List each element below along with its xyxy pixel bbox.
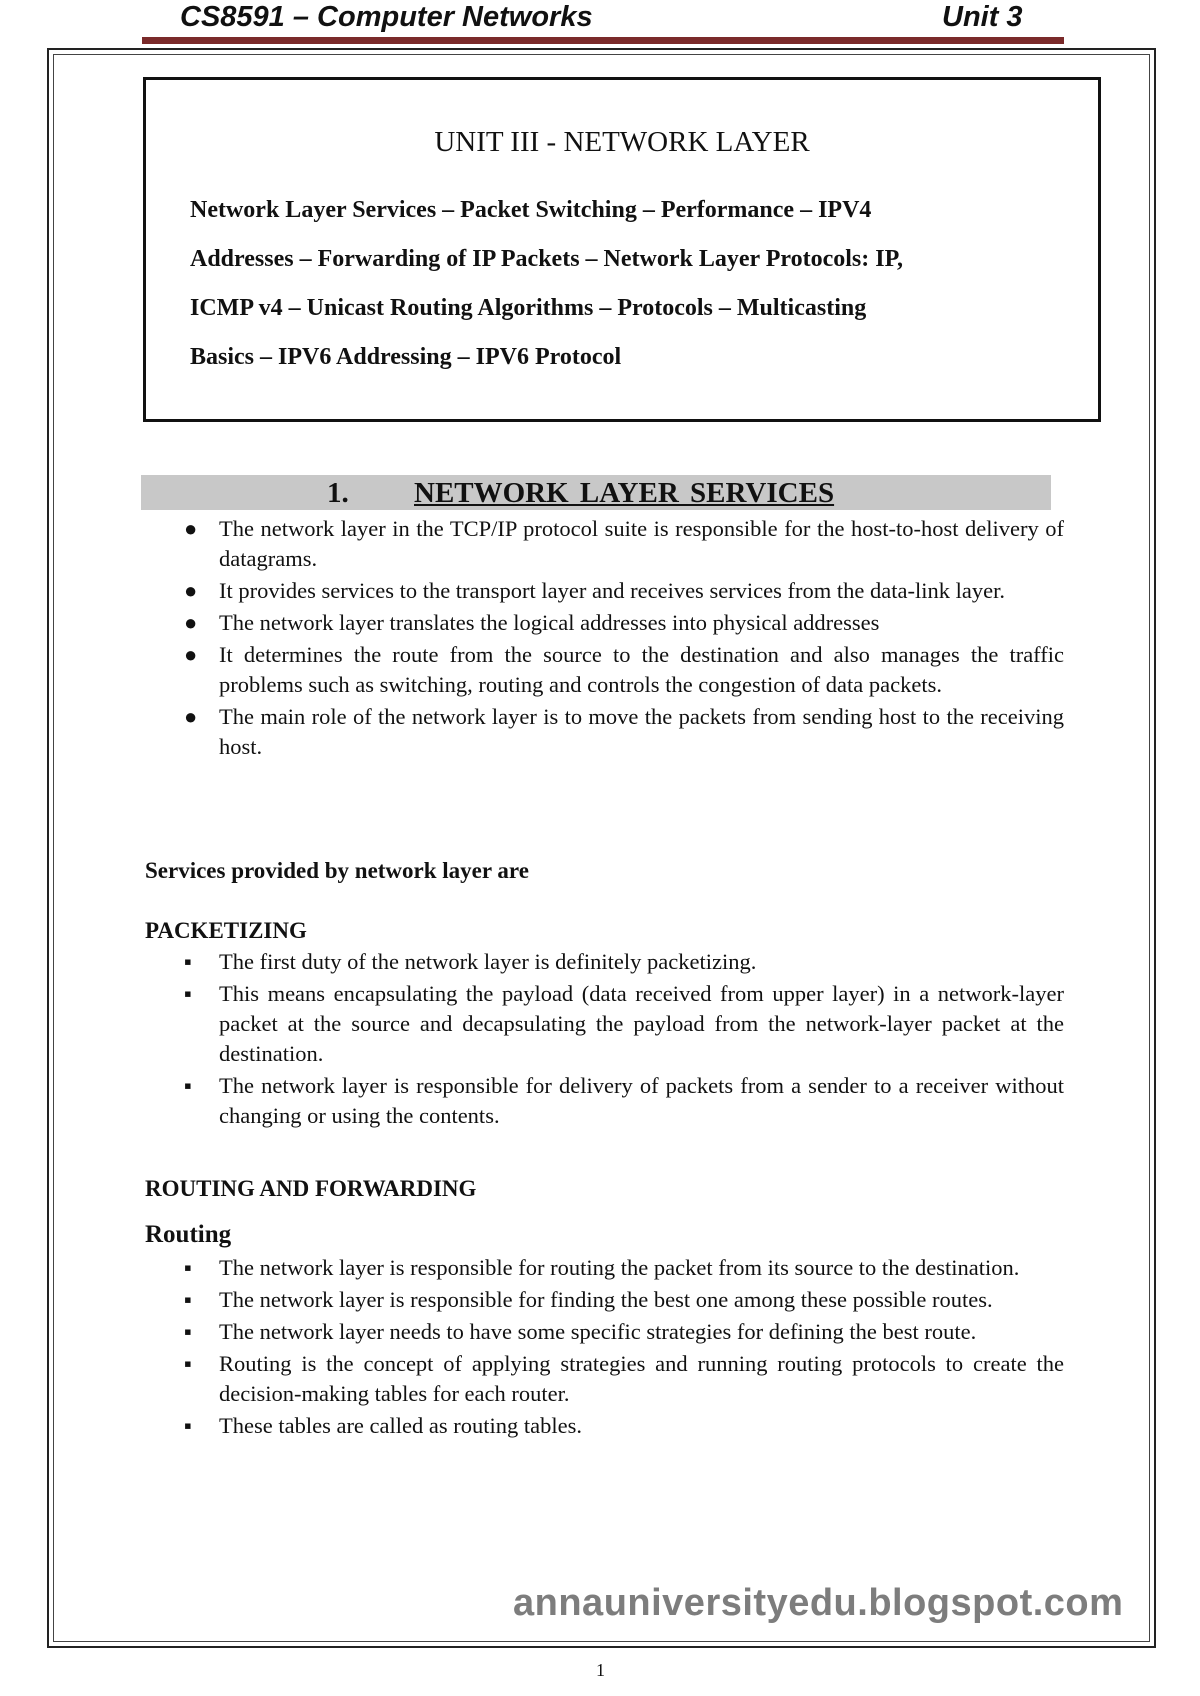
- page-number: 1: [596, 1660, 605, 1680]
- list-item: ● It provides services to the transport layer and receives services from the data-link layer.: [184, 576, 1064, 606]
- list-item: ● It determines the route from the source to the destination and also manages the traffic problems such as switching, routing and controls the congestion of data packets.: [184, 642, 1064, 697]
- bullet-dot-icon: ●: [184, 578, 198, 603]
- bullet-square-icon: ▪: [184, 1413, 192, 1438]
- bullet-square-icon: ▪: [184, 1255, 192, 1280]
- syllabus-line: ICMP v4 – Unicast Routing Algorithms – Protocols – Multicasting: [190, 295, 867, 321]
- list-item: ▪ Routing is the concept of applying strategies and running routing protocols to create the decision-making tables for each router.: [184, 1351, 1064, 1406]
- services-heading: Services provided by network layer are: [145, 858, 529, 883]
- bullet-square-icon: ▪: [184, 1319, 192, 1344]
- list-item: ▪ The first duty of the network layer is definitely packetizing.: [184, 947, 1064, 977]
- packetizing-bullet-list: [184, 947, 1064, 1133]
- bullet-square-icon: ▪: [184, 1351, 192, 1376]
- intro-bullet-list: [184, 514, 1064, 764]
- list-item: ● The main role of the network layer is to move the packets from sending host to the receiving host.: [184, 704, 1064, 759]
- list-item: ● The network layer in the TCP/IP protocol suite is responsible for the host-to-host delivery of datagrams.: [184, 516, 1064, 571]
- bullet-dot-icon: ●: [184, 516, 198, 541]
- bullet-square-icon: ▪: [184, 949, 192, 974]
- header-unit-label: Unit 3: [942, 1, 1023, 33]
- bullet-dot-icon: ●: [184, 610, 198, 635]
- header-course-title: CS8591 – Computer Networks: [180, 1, 593, 33]
- packetizing-heading: PACKETIZING: [145, 918, 307, 943]
- routing-forwarding-heading: ROUTING AND FORWARDING: [145, 1176, 477, 1201]
- unit-title: UNIT III - NETWORK LAYER: [434, 126, 810, 158]
- syllabus-line: Basics – IPV6 Addressing – IPV6 Protocol: [190, 344, 622, 370]
- section-number: 1.: [327, 477, 349, 509]
- syllabus-line: Addresses – Forwarding of IP Packets – Network Layer Protocols: IP,: [190, 246, 904, 272]
- list-item: ▪ The network layer is responsible for finding the best one among these possible routes.: [184, 1285, 1064, 1315]
- syllabus-line: Network Layer Services – Packet Switching – Performance – IPV4: [190, 197, 872, 223]
- routing-bullet-list: [184, 1253, 1064, 1443]
- list-item: ▪ This means encapsulating the payload (data received from upper layer) in a network-layer packet at the source and decapsulating the payload from the network-layer packet at the destination.: [184, 981, 1064, 1066]
- watermark-url: annauniversityedu.blogspot.com: [513, 1582, 1124, 1624]
- list-item: ▪ The network layer needs to have some specific strategies for defining the best route.: [184, 1317, 1064, 1347]
- list-item: ▪ The network layer is responsible for routing the packet from its source to the destination.: [184, 1253, 1064, 1283]
- bullet-square-icon: ▪: [184, 1287, 192, 1312]
- bullet-dot-icon: ●: [184, 642, 198, 667]
- bullet-square-icon: ▪: [184, 1073, 192, 1098]
- bullet-square-icon: ▪: [184, 981, 192, 1006]
- list-item: ▪ These tables are called as routing tables.: [184, 1411, 1064, 1441]
- unit-syllabus-box: [143, 77, 1101, 422]
- header-rule: [142, 37, 1064, 44]
- list-item: ▪ The network layer is responsible for delivery of packets from a sender to a receiver without changing or using the contents.: [184, 1073, 1064, 1128]
- routing-subheading: Routing: [145, 1221, 232, 1248]
- section-title: NETWORK LAYER SERVICES: [414, 477, 835, 509]
- list-item: ● The network layer translates the logical addresses into physical addresses: [184, 608, 1064, 638]
- bullet-dot-icon: ●: [184, 704, 198, 729]
